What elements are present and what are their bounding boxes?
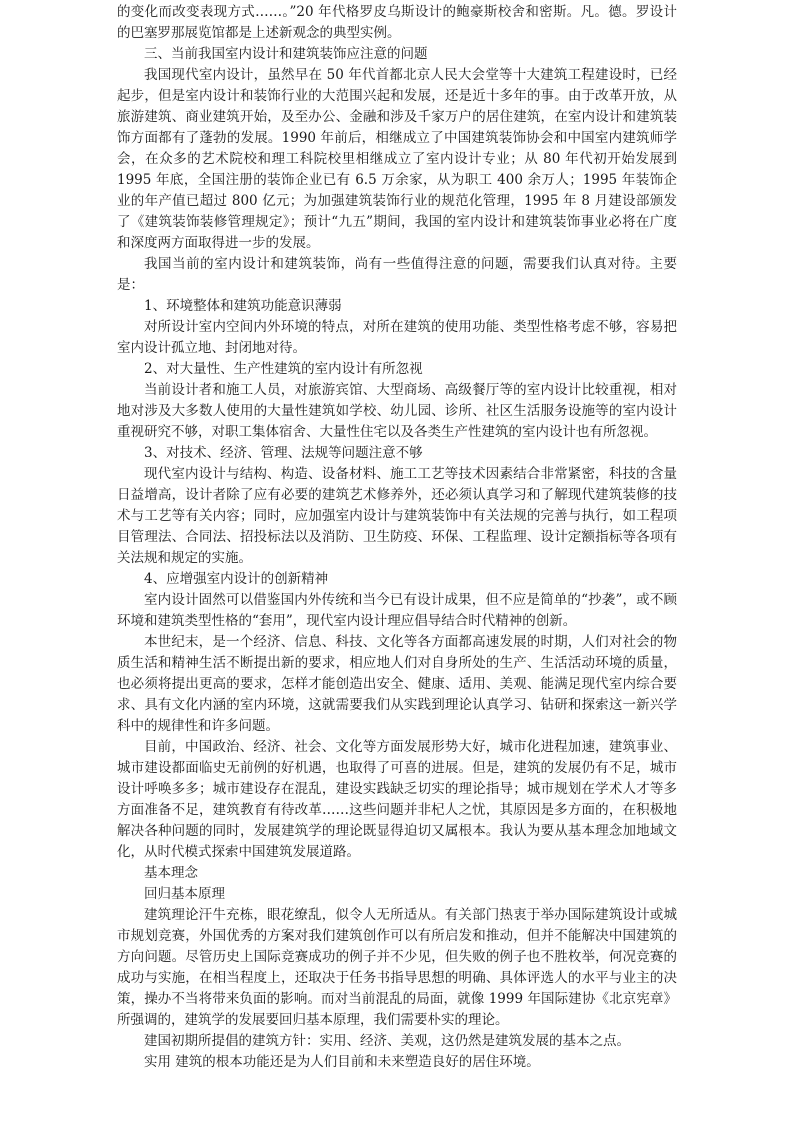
subheading-issue-1: 1、环境整体和建筑功能意识薄弱 (144, 298, 342, 314)
paragraph-issue-3: 现代室内设计与结构、构造、设备材料、施工工艺等技术因素结合非常紧密，科技的含量日益增高，设计者除了应有必要的建筑艺术修养外，还必须认真学习和了解现代建筑装修的技术与工艺等有关内容；同时，应加强室内设计与建筑装饰中有关法规的完善与执行，如工程项目管理法、合同法、招投标法以及消防、卫生防疫、环保、工程监理、设计定额指标等各项有关法规和规定的实施。 (117, 466, 677, 566)
subheading-return-to-principles: 回归基本原理 (144, 886, 225, 902)
subheading-issue-3: 3、对技术、经济、管理、法规等问题注意不够 (144, 445, 423, 461)
subheading-issue-2: 2、对大量性、生产性建筑的室内设计有所忽视 (144, 361, 423, 377)
paragraph-practicality: 实用 建筑的根本功能还是为人们目前和未来塑造良好的居住环境。 (144, 1054, 540, 1070)
paragraph-issue-1: 对所设计室内空间内外环境的特点，对所在建筑的使用功能、类型性格考虑不够，容易把室内设计孤立地、封闭地对待。 (117, 319, 677, 356)
subheading-basic-concepts: 基本理念 (144, 865, 198, 881)
paragraph-intro-continuation: 的变化而改变表现方式……。”20 年代格罗皮乌斯设计的鲍豪斯校舍和密斯。凡。德。罗设计的巴塞罗那展览馆都是上述新观念的典型实例。 (117, 4, 677, 41)
subheading-issue-4: 4、应增强室内设计的创新精神 (144, 571, 329, 587)
paragraph-construction-policy: 建国初期所提倡的建筑方针：实用、经济、美观，这仍然是建筑发展的基本之点。 (144, 1033, 630, 1049)
paragraph-development-history: 我国现代室内设计，虽然早在 50 年代首都北京人民大会堂等十大建筑工程建设时，已经起步，但是室内设计和装饰行业的大范围兴起和发展，还是近十多年的事。由于改革开放，从旅游建筑、商业建筑开始，及至办公、金融和涉及千家万户的居住建筑，在室内设计和建筑装饰方面都有了蓬勃的发展。1990 年前后，相继成立了中国建筑装饰协会和中国室内建筑师学会，在众多的艺术院校和理工科院校里相继成立了室内设计专业；从 80 年代初开始发展到 1995 年底，全国注册的装饰企业已有 6.5 万余家，从为职工 400 余万人；1995 年装饰企业的年产值已超过 800 亿元；为加强建筑装饰行业的规范化管理，1995 年 8 月建设部颁发了《建筑装饰装修管理规定》；预计“九五”期间，我国的室内设计和建筑装饰事业必将在广度和深度两方面取得进一步的发展。 (117, 67, 677, 251)
paragraph-current-situation: 目前，中国政治、经济、社会、文化等方面发展形势大好，城市化进程加速，建筑事业、城市建设都面临史无前例的好机遇，也取得了可喜的进展。但是，建筑的发展仍有不足，城市设计呼唤多多；城市建设存在混乱，建设实践缺乏切实的理论指导；城市规划在学术人才等多方面准备不足，建筑教育有待改革……这些问题并非杞人之忧，其原因是多方面的，在积极地解决各种问题的同时，发展建筑学的理论既显得迫切又属根本。我认为要从基本理念加地域文化，从时代模式探索中国建筑发展道路。 (117, 739, 677, 860)
paragraph-issue-2: 当前设计者和施工人员，对旅游宾馆、大型商场、高级餐厅等的室内设计比较重视，相对地对涉及大多数人使用的大量性建筑如学校、幼儿园、诊所、社区生活服务设施等的室内设计重视研究不够，对职工集体宿舍、大量性住宅以及各类生产性建筑的室内设计也有所忽视。 (117, 382, 677, 440)
section-heading-issues: 三、当前我国室内设计和建筑装饰应注意的问题 (144, 46, 428, 62)
paragraph-issues-intro: 我国当前的室内设计和建筑装饰，尚有一些值得注意的问题，需要我们认真对待。主要是： (117, 256, 677, 293)
paragraph-architecture-theory: 建筑理论汗牛充栋，眼花缭乱，似令人无所适从。有关部门热衷于举办国际建筑设计或城市规划竞赛，外国优秀的方案对我们建筑创作可以有所启发和推动，但并不能解决中国建筑的方向问题。尽管历史上国际竞赛成功的例子并不少见，但失败的例子也不胜枚举，何况竞赛的成功与实施，在相当程度上，还取决于任务书指导思想的明确、具体评选人的水平与业主的决策，操办不当将带来负面的影响。而对当前混乱的局面，就像 1999 年国际建协《北京宪章》所强调的，建筑学的发展要回归基本原理，我们需要朴实的理论。 (117, 907, 677, 1028)
paragraph-issue-4: 室内设计固然可以借鉴国内外传统和当今已有设计成果，但不应是简单的“抄袭”，或不顾环境和建筑类型性格的“套用”，现代室内设计理应倡导结合时代精神的创新。 (117, 592, 677, 629)
paragraph-century-end: 本世纪末，是一个经济、信息、科技、文化等各方面都高速发展的时期，人们对社会的物质生活和精神生活不断提出新的要求，相应地人们对自身所处的生产、生活活动环境的质量，也必须将提出更高的要求，怎样才能创造出安全、健康、适用、美观、能满足现代室内综合要求、具有文化内涵的室内环境，这就需要我们从实践到理论认真学习、钻研和探索这一新兴学科中的规律性和许多问题。 (117, 634, 677, 734)
